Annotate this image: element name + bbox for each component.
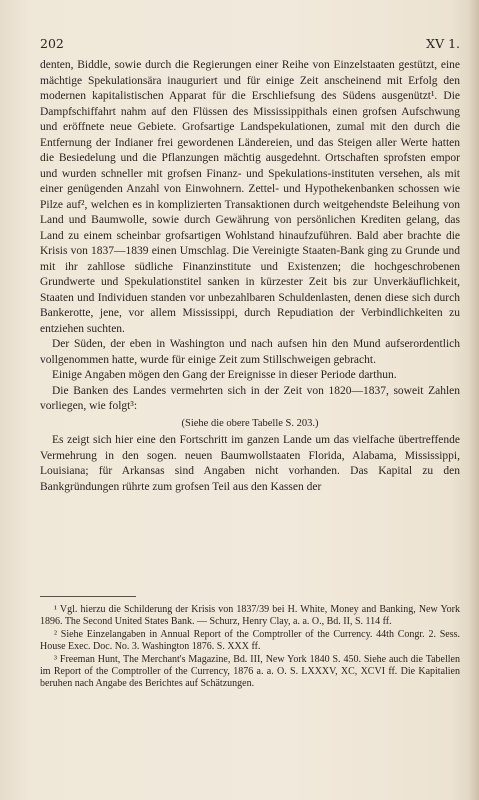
footnote: ¹ Vgl. hierzu die Schilderung der Krisis von 1837/39 bei H. White, Money and Banking, New York 1896. The Second United States Bank. — Schurz, Henry Clay, a. a. O., Bd. II, S. 114 ff. <box>40 604 460 628</box>
paragraph: Die Banken des Landes vermehrten sich in der Zeit von 1820—1837, soweit Zahlen vorliegen, wie folgt³: <box>40 384 460 412</box>
paragraph: Einige Angaben mögen den Gang der Ereignisse in dieser Periode darthun. <box>52 369 397 381</box>
section-label: XV 1. <box>426 36 460 51</box>
footnote: ³ Freeman Hunt, The Merchant's Magazine, Bd. III, New York 1840 S. 450. Siehe auch die Tabellen im Report of the Comptroller of the Currency, 1876 a. a. O. S. LXXXV, XC, XCVI ff. Die Kapitalien beruhen nach Angabe des Berichtes auf Schätzungen. <box>40 653 460 690</box>
footnote: ² Siehe Einzelangaben in Annual Report of the Comptroller of the Currency. 44th Congr. 2. Sess. House Exec. Doc. No. 3. Washington 1876. S. XXX ff. <box>40 628 460 653</box>
paragraph: denten, Biddle, sowie durch die Regierungen einer Reihe von Einzelstaaten gestützt, eine mächtige Spekulationsära inauguriert und für einige Zeit anscheinend mit Erfolg den modernen kapitalistischen Apparat für die Erschliefsung des Südens ausgenützt¹. Die Dampfschiffahrt nahm auf den Flüssen des Mississippithals einen grofsen Aufschwung und eröffnete neue Gebiete. Grofsartige Landspekulationen, zumal mit den durch die Entfernung der Indianer frei gewordenen Ländereien, und das Steigen aller Werte hatten die Besiedelung und die Pflanzungen mächtig ausgedehnt. Ortschaften sprofsten empor und wurden schneller mit grofsen Finanz- und Spekulations-instituten versehen, als mit einer genügenden Anzahl von Einwohnern. Zettel- und Hypothekenbanken schossen wie Pilze auf², welchen es in komplizierten Transaktionen durch weitgehendste Beleihung von Land und Baumwolle, sowie durch Gewährung von persönlichen Krediten gelang, das Land zu einem scheinbar grofsartigen Wohlstand hinaufzuführen. Bald aber brachte die Krisis von 1837—1839 einen Umschlag. Die Vereinigte Staaten-Bank ging zu Grunde und mit ihr zahllose südliche Finanzinstitute und Existenzen; die hochgeschrobenen Grundwerte und Spekulationstitel sanken in kürzester Zeit bis zur Unverkäuflichkeit, Staaten und Individuen standen vor unbezahlbaren Schuldenlasten, denen diese sich durch Bankerotte, jene, vor allem Mississippi, durch Repudiation der Verbindlichkeiten zu entziehen suchten. <box>40 59 460 335</box>
table-reference: (Siehe die obere Tabelle S. 203.) <box>181 417 319 429</box>
paragraph: Es zeigt sich hier eine den Fortschritt im ganzen Lande um das vielfache übertreffende Vermehrung in den sogen. neuen Baumwollstaaten Florida, Alabama, Mississippi, Louisiana; für Arkansas sind Angaben nicht vorhanden. Das Kapital zu den Bankgründungen rührte zum grofsen Teil aus den Kassen der <box>40 434 460 493</box>
footnotes <box>40 604 460 691</box>
running-header <box>40 36 460 50</box>
page-edge <box>469 0 479 800</box>
page-number: 202 <box>40 36 64 51</box>
paragraph: Der Süden, der eben in Washington und nach aufsen hin den Mund aufserordentlich vollgenommen hatte, wurde für einige Zeit zum Stillschweigen gebracht. <box>40 338 460 366</box>
body-text <box>40 58 460 495</box>
footnote-rule <box>40 596 136 597</box>
